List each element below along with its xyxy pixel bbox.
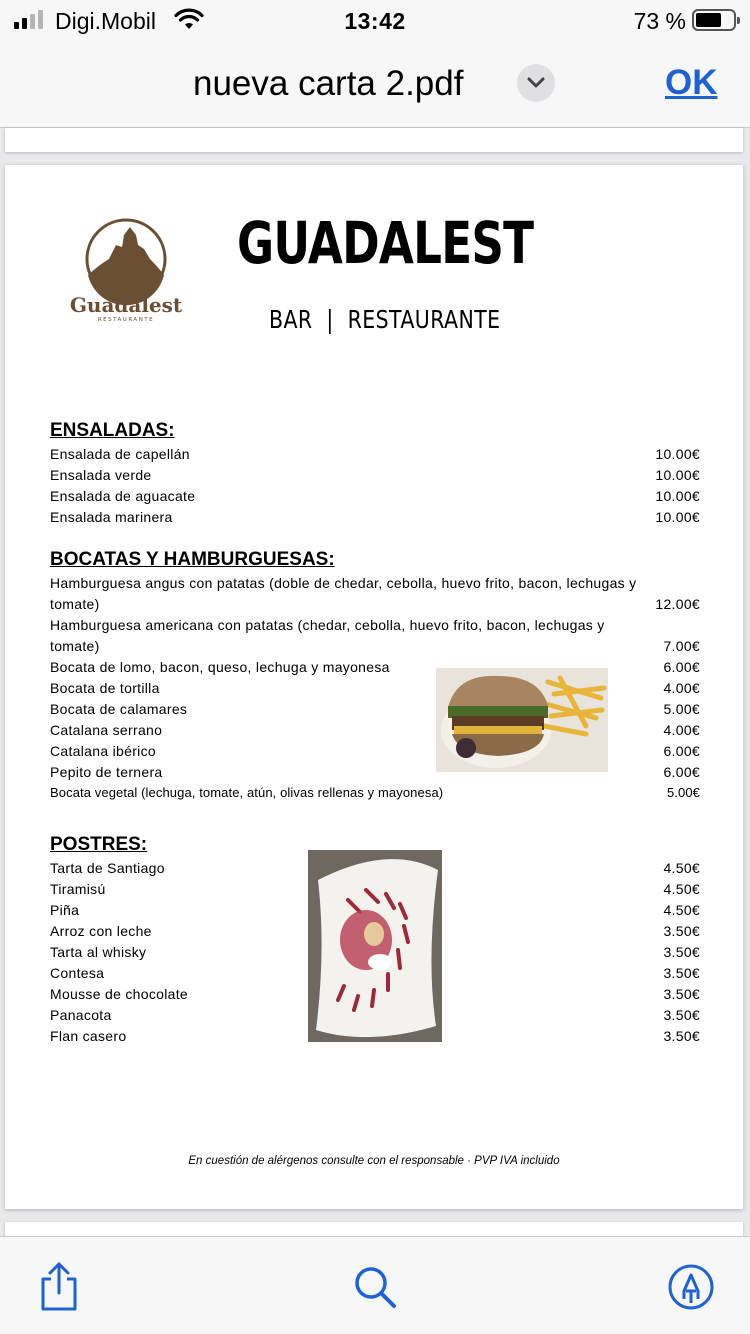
search-icon [352, 1264, 398, 1310]
menu-item: Tarta al whisky 3.50€ [50, 944, 700, 960]
share-button[interactable] [34, 1261, 84, 1313]
search-button[interactable] [350, 1261, 400, 1313]
chevron-down-icon [527, 77, 545, 89]
menu-item: Panacota 3.50€ [50, 1007, 700, 1023]
menu-item: Tarta de Santiago 4.50€ [50, 860, 700, 876]
menu-item: Catalana ibérico 6.00€ [50, 743, 700, 759]
restaurant-logo [64, 215, 188, 325]
previous-page-edge [5, 128, 743, 152]
navigation-bar [0, 44, 750, 128]
logo-subtext: RESTAURANTE [97, 317, 155, 323]
menu-item: Ensalada de capellán 10.00€ [50, 446, 700, 462]
pdf-page [5, 165, 743, 1209]
section-title-ensaladas: ENSALADAS: [50, 420, 175, 441]
battery-percentage: 73 % [633, 8, 686, 34]
clock: 13:42 [344, 8, 406, 34]
allergens-note: En cuestión de alérgenos consulte con el responsable · PVP IVA incluido [188, 1155, 560, 1167]
menu-item: tomate) 12.00€ [50, 596, 700, 612]
menu-item: Flan casero 3.50€ [50, 1028, 700, 1044]
bottom-toolbar [0, 1236, 750, 1334]
menu-item: Arroz con leche 3.50€ [50, 923, 700, 939]
title-menu-button[interactable] [517, 64, 555, 102]
menu-item: Ensalada de aguacate 10.00€ [50, 488, 700, 504]
menu-item: Hamburguesa angus con patatas (doble de chedar, cebolla, huevo frito, bacon, lechugas y [50, 575, 637, 591]
menu-item: Contesa 3.50€ [50, 965, 700, 981]
section-title-postres: POSTRES: [50, 834, 148, 855]
menu-item: Piña 4.50€ [50, 902, 700, 918]
brand-subtitle: BAR | RESTAURANTE [269, 305, 501, 334]
menu-item: Hamburguesa americana con patatas (chedar, cebolla, huevo frito, bacon, lechugas y [50, 617, 605, 633]
menu-item: Bocata de calamares 5.00€ [50, 701, 700, 717]
menu-item: Pepito de ternera 6.00€ [50, 764, 700, 780]
brand-title: GUADALEST [237, 209, 534, 277]
dessert-photo [308, 850, 442, 1042]
markup-icon [667, 1263, 715, 1311]
menu-item: tomate) 7.00€ [50, 638, 700, 654]
done-button[interactable]: OK [665, 63, 718, 102]
share-icon [37, 1261, 81, 1313]
menu-item: Bocata de tortilla 4.00€ [50, 680, 700, 696]
menu-item: Ensalada marinera 10.00€ [50, 509, 700, 525]
menu-item: Catalana serrano 4.00€ [50, 722, 700, 738]
status-bar [0, 0, 750, 44]
battery-icon [692, 9, 736, 31]
menu-item: Ensalada verde 10.00€ [50, 467, 700, 483]
menu-item: Bocata de lomo, bacon, queso, lechuga y mayonesa 6.00€ [50, 659, 700, 675]
menu-item: Bocata vegetal (lechuga, tomate, atún, olivas rellenas y mayonesa) 5.00€ [50, 785, 700, 800]
section-title-bocatas: BOCATAS Y HAMBURGUESAS: [50, 549, 335, 570]
menu-item: Tiramisú 4.50€ [50, 881, 700, 897]
document-title[interactable]: nueva carta 2.pdf [193, 64, 464, 103]
markup-button[interactable] [666, 1261, 716, 1313]
menu-item: Mousse de chocolate 3.50€ [50, 986, 700, 1002]
logo-wordmark: Guadalest [69, 293, 183, 317]
carrier-name: Digi.Mobil [55, 8, 156, 34]
burger-photo [436, 668, 608, 772]
